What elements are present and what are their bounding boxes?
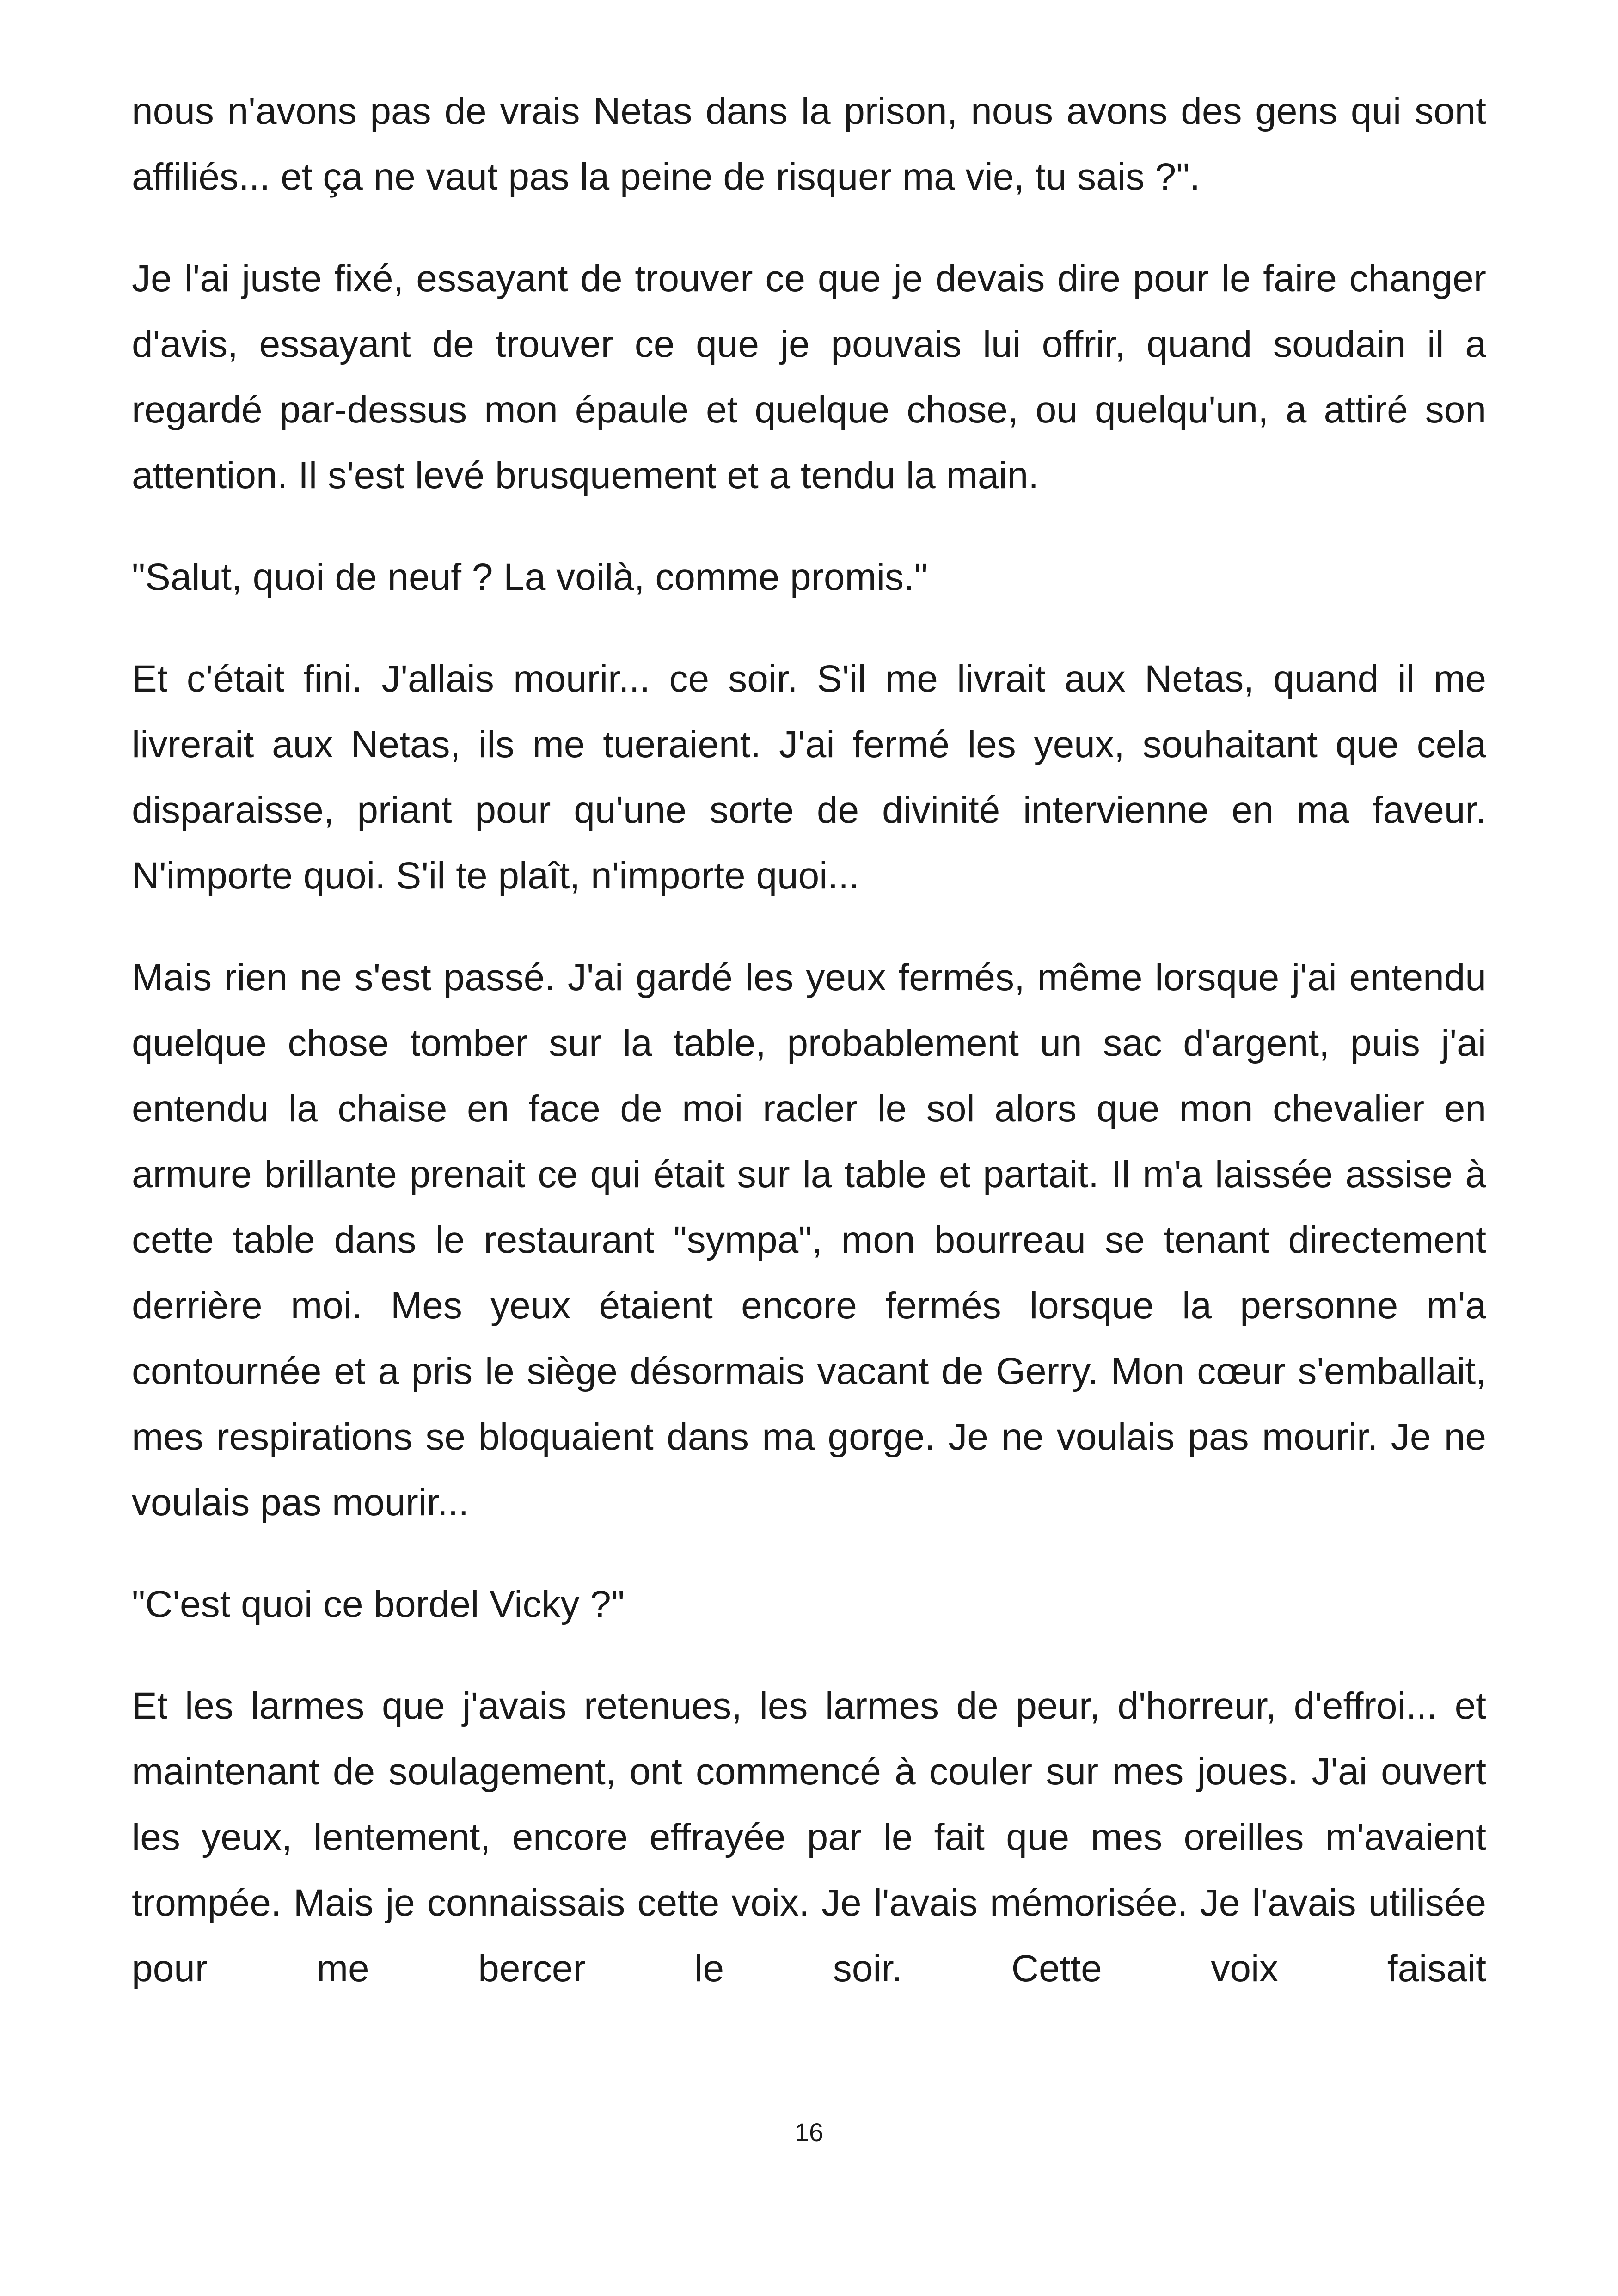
paragraph: "C'est quoi ce bordel Vicky ?"	[132, 1583, 625, 1625]
paragraph: Je l'ai juste fixé, essayant de trouver ce que je devais dire pour le faire changer d'avis, essayant de trouver ce que je pouvais lui offrir, quand soudain il a regardé par-dessus mon épaule et quelque chose, ou quelqu'un, a attiré son attention. Il s'est levé brusquement et a tendu la main.	[132, 257, 1486, 496]
paragraph: nous n'avons pas de vrais Netas dans la prison, nous avons des gens qui sont affiliés... et ça ne vaut pas la peine de risquer ma vie, tu sais ?".	[132, 90, 1486, 198]
page-number: 16	[794, 2118, 824, 2147]
paragraph: "Salut, quoi de neuf ? La voilà, comme promis."	[132, 556, 928, 598]
paragraph: Mais rien ne s'est passé. J'ai gardé les yeux fermés, même lorsque j'ai entendu quelque chose tomber sur la table, probablement un sac d'argent, puis j'ai entendu la chaise en face de moi racler le sol alors que mon chevalier en armure brillante prenait ce qui était sur la table et partait. Il m'a laissée assise à cette table dans le restaurant "sympa", mon bourreau se tenant directement derrière moi. Mes yeux étaient encore fermés lorsque la personne m'a contournée et a pris le siège désormais vacant de Gerry. Mon cœur s'emballait, mes respirations se bloquaient dans ma gorge. Je ne voulais pas mourir. Je ne voulais pas mourir...	[132, 956, 1486, 1524]
page-body	[132, 79, 1486, 2002]
paragraph: Et c'était fini. J'allais mourir... ce soir. S'il me livrait aux Netas, quand il me livrerait aux Netas, ils me tueraient. J'ai fermé les yeux, souhaitant que cela disparaisse, priant pour qu'une sorte de divinité intervienne en ma faveur. N'importe quoi. S'il te plaît, n'importe quoi...	[132, 658, 1486, 897]
paragraph: Et les larmes que j'avais retenues, les larmes de peur, d'horreur, d'effroi... et maintenant de soulagement, ont commencé à couler sur mes joues. J'ai ouvert les yeux, lentement, encore effrayée par le fait que mes oreilles m'avaient trompée. Mais je connaissais cette voix. Je l'avais mémorisée. Je l'avais utilisée pour me bercer le soir. Cette voix faisait	[132, 1685, 1486, 1990]
